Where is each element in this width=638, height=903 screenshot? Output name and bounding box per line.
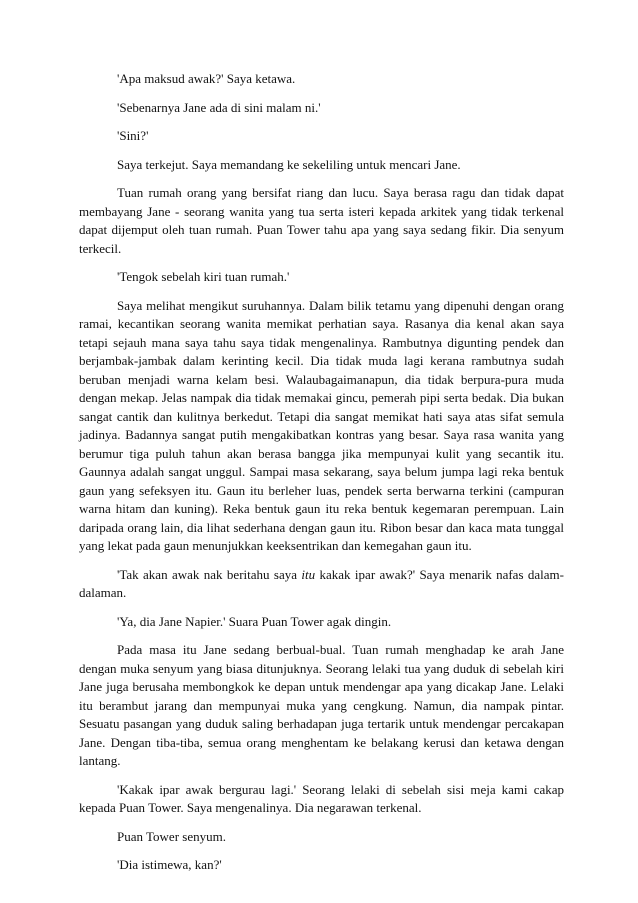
- paragraph-8-start: 'Tak akan awak nak beritahu saya: [117, 566, 302, 582]
- paragraph-4: Saya terkejut. Saya memandang ke sekeliling untuk mencari Jane.: [117, 156, 461, 172]
- paragraph-9: 'Ya, dia Jane Napier.' Suara Puan Tower agak dingin.: [117, 613, 392, 629]
- paragraph-8: [79, 566, 564, 603]
- paragraph-2: 'Sebenarnya Jane ada di sini malam ni.': [117, 99, 321, 115]
- paragraph-5: Tuan rumah orang yang bersifat riang dan lucu. Saya berasa ragu dan tidak dapat membayang Jane - seorang wanita yang tua serta isteri kepada arkitek yang tidak terkenal dapat dijemput oleh tuan rumah. Puan Tower tahu apa yang saya sedang fikir. Dia senyum terkecil.: [79, 185, 564, 256]
- paragraph-12: Puan Tower senyum.: [117, 828, 226, 844]
- paragraph-10: Pada masa itu Jane sedang berbual-bual. Tuan rumah menghadap ke arah Jane dengan muka senyum yang biasa ditunjuknya. Seorang lelaki tua yang duduk di sebelah kiri Jane juga berusaha membongkok ke depan untuk mendengar apa yang dicakap Jane. Lelaki itu berambut jarang dan mempunyai muka yang cengkung. Namun, dia nampak pintar. Sesuatu pasangan yang duduk saling berhadapan juga tertarik untuk mendengar percakapan Jane. Dengan tiba-tiba, semua orang menghentam ke belakang kerusi dan ketawa dengan lantang.: [79, 642, 564, 768]
- paragraph-6: 'Tengok sebelah kiri tuan rumah.': [117, 269, 290, 284]
- paragraph-3: 'Sini?': [117, 128, 149, 143]
- paragraph-13: 'Dia istimewa, kan?': [117, 857, 222, 872]
- paragraph-8-end: kakak ipar awak?' Saya menarik nafas dalam-dalaman.: [79, 566, 564, 600]
- paragraph-1: 'Apa maksud awak?' Saya ketawa.: [117, 71, 296, 86]
- paragraph-11: 'Kakak ipar awak bergurau lagi.' Seorang lelaki di sebelah sisi meja kami cakap kepada Puan Tower. Saya mengenalinya. Dia negarawan terkenal.: [79, 781, 564, 815]
- paragraph-7: Saya melihat mengikut suruhannya. Dalam bilik tetamu yang dipenuhi dengan orang ramai, kecantikan seorang wanita memikat perhatian saya. Rasanya dia kenal akan saya tetapi sejauh mana saya tahu saya tidak mengenalinya. Rambutnya digunting pendek dan berjambak-jambak dalam kerinting kecil. Dia tidak muda lagi kerana rambutnya sudah beruban menjadi warna kelam besi. Walaubagaimanapun, dia tidak berpura-pura muda dengan mekap. Jelas nampak dia tidak memakai gincu, pemerah pipi serta bedak. Dia bukan sangat cantik dan kulitnya berkedut. Tetapi dia sangat memikat hati saya atas sifat semula jadinya. Badannya sangat putih mengakibatkan kontras yang besar. Saya rasa wanita yang berumur tiga puluh tahun akan berasa bangga jika mempunyai kulit yang secantik itu. Gaunnya adalah sangat unggul. Sampai masa sekarang, saya belum jumpa lagi reka bentuk gaun yang sefeksyen itu. Gaun itu berleher luas, pendek serta berwarna terkini (campuran warna hitam dan kuning). Reka bentuk gaun itu reka bentuk kegemaran perempuan. Lain daripada orang lain, dia lihat sederhana dengan gaun itu. Ribon besar dan kaca mata tunggal yang lekat pada gaun menunjukkan keeksentrikan dan kemegahan gaun itu.: [79, 297, 564, 553]
- paragraph-8-italic: itu: [301, 566, 316, 582]
